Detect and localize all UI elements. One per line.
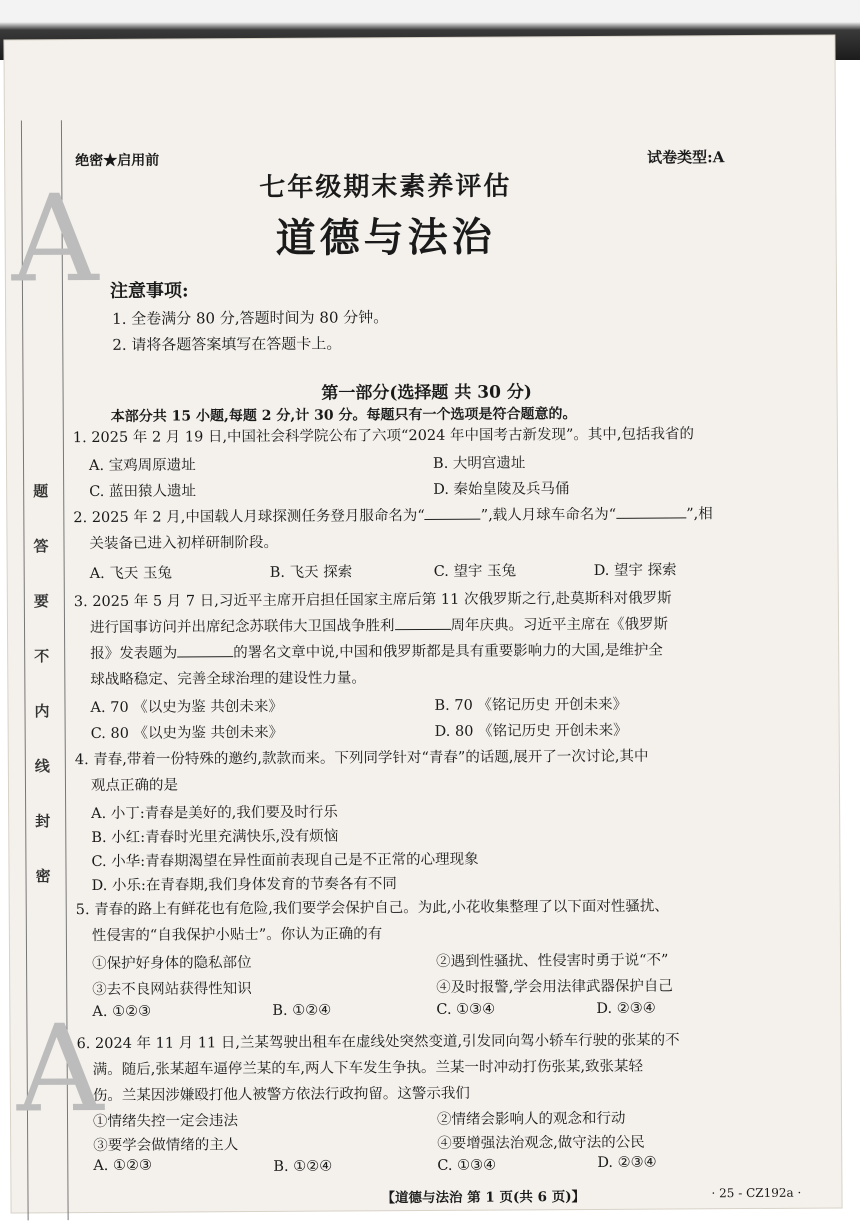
question-3-text: 周年庆典。习近平主席在《俄罗斯 — [450, 616, 669, 634]
notice-heading: 注意事项: — [109, 280, 189, 302]
question-3-option-a: A. 70 《以史为鉴 共创未来》 — [90, 698, 283, 717]
seal-char: 线 — [34, 757, 50, 776]
question-5-item-3: ③去不良网站获得性知识 — [92, 981, 252, 999]
page-footer: 【道德与法治 第 1 页(共 6 页)】 — [381, 1189, 586, 1207]
question-2-option-d: D. 望宇 探索 — [593, 562, 677, 579]
notice-item: 1. 全卷满分 80 分,答题时间为 80 分钟。 — [112, 308, 389, 328]
exam-title: 七年级期末素养评估 — [259, 171, 512, 203]
subject-title: 道德与法治 — [275, 214, 496, 262]
question-5-stem: 5. 青春的路上有鲜花也有危险,我们要学会保护自己。为此,小花收集整理了以下面对性骚扰、 — [75, 898, 669, 919]
seal-line-text — [33, 480, 57, 886]
question-2-text: ”,载人月球车命名为“ — [480, 506, 617, 524]
question-6-option-c: C. ①③④ — [437, 1157, 497, 1174]
question-3-stem-cont: 球战略稳定、完善全球治理的建设性力量。 — [90, 670, 366, 689]
seal-char: 要 — [33, 592, 49, 611]
question-2-option-b: B. 飞天 探索 — [269, 564, 353, 581]
question-6-option-a: A. ①②③ — [93, 1157, 153, 1175]
question-5-item-4: ④及时报警,学会用法律武器保护自己 — [436, 978, 673, 996]
seal-char: 答 — [33, 537, 49, 556]
answer-blank — [425, 505, 481, 520]
notice-item: 2. 请将各题答案填写在答题卡上。 — [112, 334, 342, 354]
question-2-option-c: C. 望宇 玉兔 — [433, 563, 517, 580]
question-4-option-b: B. 小红:青春时光里充满快乐,没有烦恼 — [91, 828, 339, 847]
question-1-option-c: C. 蓝田猿人遗址 — [89, 483, 197, 501]
question-3-option-c: C. 80 《以史为鉴 共创未来》 — [90, 724, 284, 743]
paper-type-watermark: A — [11, 169, 99, 310]
question-1-option-d: D. 秦始皇陵及兵马俑 — [433, 481, 570, 498]
question-2-text: 2. 2025 年 2 月,中国载人月球探测任务登月服命名为“ — [73, 507, 425, 527]
seal-char: 密 — [35, 867, 51, 886]
question-3-text: 报》发表题为 — [90, 645, 178, 663]
question-2-stem — [73, 502, 813, 532]
question-3-text: 的署名文章中说,中国和俄罗斯都是具有重要影响力的大国,是维护全 — [233, 642, 663, 662]
question-6-stem: 6. 2024 年 11 月 11 日,兰某驾驶出租车在虚线处突然变道,引发同向驾小轿车行驶的张某的不 — [76, 1032, 680, 1053]
question-3-option-d: D. 80 《铭记历史 开创未来》 — [434, 722, 628, 740]
question-6-option-d: D. ②③④ — [597, 1154, 657, 1171]
question-5-option-d: D. ②③④ — [596, 1000, 656, 1017]
paper-type-watermark: A — [16, 999, 104, 1140]
question-6-item-2: ②情绪会影响人的观念和行动 — [436, 1110, 626, 1128]
paper-type-label: 试卷类型:A — [647, 148, 725, 167]
question-5-stem-cont: 性侵害的“自我保护小贴士”。你认为正确的有 — [91, 926, 383, 945]
section-intro: 本部分共 15 小题,每题 2 分,计 30 分。每题只有一个选项是符合题意的。 — [110, 406, 577, 425]
question-1-stem: 1. 2025 年 2 月 19 日,中国社会科学院公布了六项“2024 年中国考古新发现”。其中,包括我省的 — [72, 426, 695, 447]
question-1-option-a: A. 宝鸡周原遗址 — [88, 457, 196, 475]
exam-paper — [4, 35, 841, 1212]
question-3-text: 进行国事访问并出席纪念苏联伟大卫国战争胜利 — [89, 618, 395, 637]
question-1-option-b: B. 大明宫遗址 — [432, 455, 526, 472]
question-4-stem-cont: 观点正确的是 — [90, 777, 179, 795]
question-6-stem-cont: 伤。兰某因涉嫌殴打他人被警方依法行政拘留。这警示我们 — [92, 1085, 470, 1105]
question-6-item-1: ①情绪失控一定会违法 — [92, 1113, 239, 1131]
seal-char: 题 — [33, 482, 49, 501]
question-5-option-b: B. ①②④ — [272, 1002, 332, 1019]
question-5-item-1: ①保护好身体的隐私部位 — [92, 955, 252, 973]
question-3-stem-cont — [90, 638, 830, 668]
question-6-option-b: B. ①②④ — [273, 1158, 333, 1175]
question-2-text: ”,相 — [686, 506, 713, 523]
seal-char: 不 — [34, 647, 50, 666]
section-heading: 第一部分(选择题 共 30 分) — [321, 382, 532, 404]
question-5-option-a: A. ①②③ — [92, 1003, 152, 1021]
question-6-stem-cont: 满。随后,张某超车逼停兰某的车,两人下车发生争执。兰某一时冲动打伤张某,致张某轻 — [92, 1058, 644, 1079]
question-4-option-c: C. 小华:青春期渴望在异性面前表现自己是不正常的心理现象 — [91, 851, 479, 871]
question-6-item-4: ④要增强法治观念,做守法的公民 — [437, 1134, 645, 1152]
answer-blank — [177, 642, 233, 657]
seal-char: 内 — [34, 702, 50, 721]
question-5-option-c: C. ①③④ — [436, 1001, 496, 1018]
question-5-item-2: ②遇到性骚扰、性侵害时勇于说“不” — [436, 952, 669, 970]
question-2-stem-cont: 关装备已进入初样研制阶段。 — [89, 534, 279, 553]
seal-char: 封 — [35, 812, 51, 831]
answer-blank — [616, 503, 686, 518]
question-3-stem-cont — [90, 612, 830, 642]
question-6-item-3: ③要学会做情绪的主人 — [93, 1137, 239, 1155]
question-4-option-a: A. 小丁:青春是美好的,我们要及时行乐 — [91, 804, 338, 823]
binding-margin — [11, 120, 104, 1220]
question-2-option-a: A. 飞天 玉兔 — [89, 565, 173, 583]
paper-code: · 25 - CZ192a · — [711, 1185, 802, 1201]
answer-blank — [394, 615, 450, 630]
question-4-stem: 4. 青春,带着一份特殊的邀约,款款而来。下列同学针对“青春”的话题,展开了一次讨论,其中 — [74, 748, 649, 769]
confidential-label: 绝密★启用前 — [75, 152, 160, 170]
question-4-option-d: D. 小乐:在青春期,我们身体发育的节奏各有不同 — [91, 876, 397, 895]
question-3-stem: 3. 2025 年 5 月 7 日,习近平主席开启担任国家主席后第 11 次俄罗斯之行,赴莫斯科对俄罗斯 — [73, 590, 672, 611]
question-3-option-b: B. 70 《铭记历史 开创未来》 — [434, 696, 628, 714]
